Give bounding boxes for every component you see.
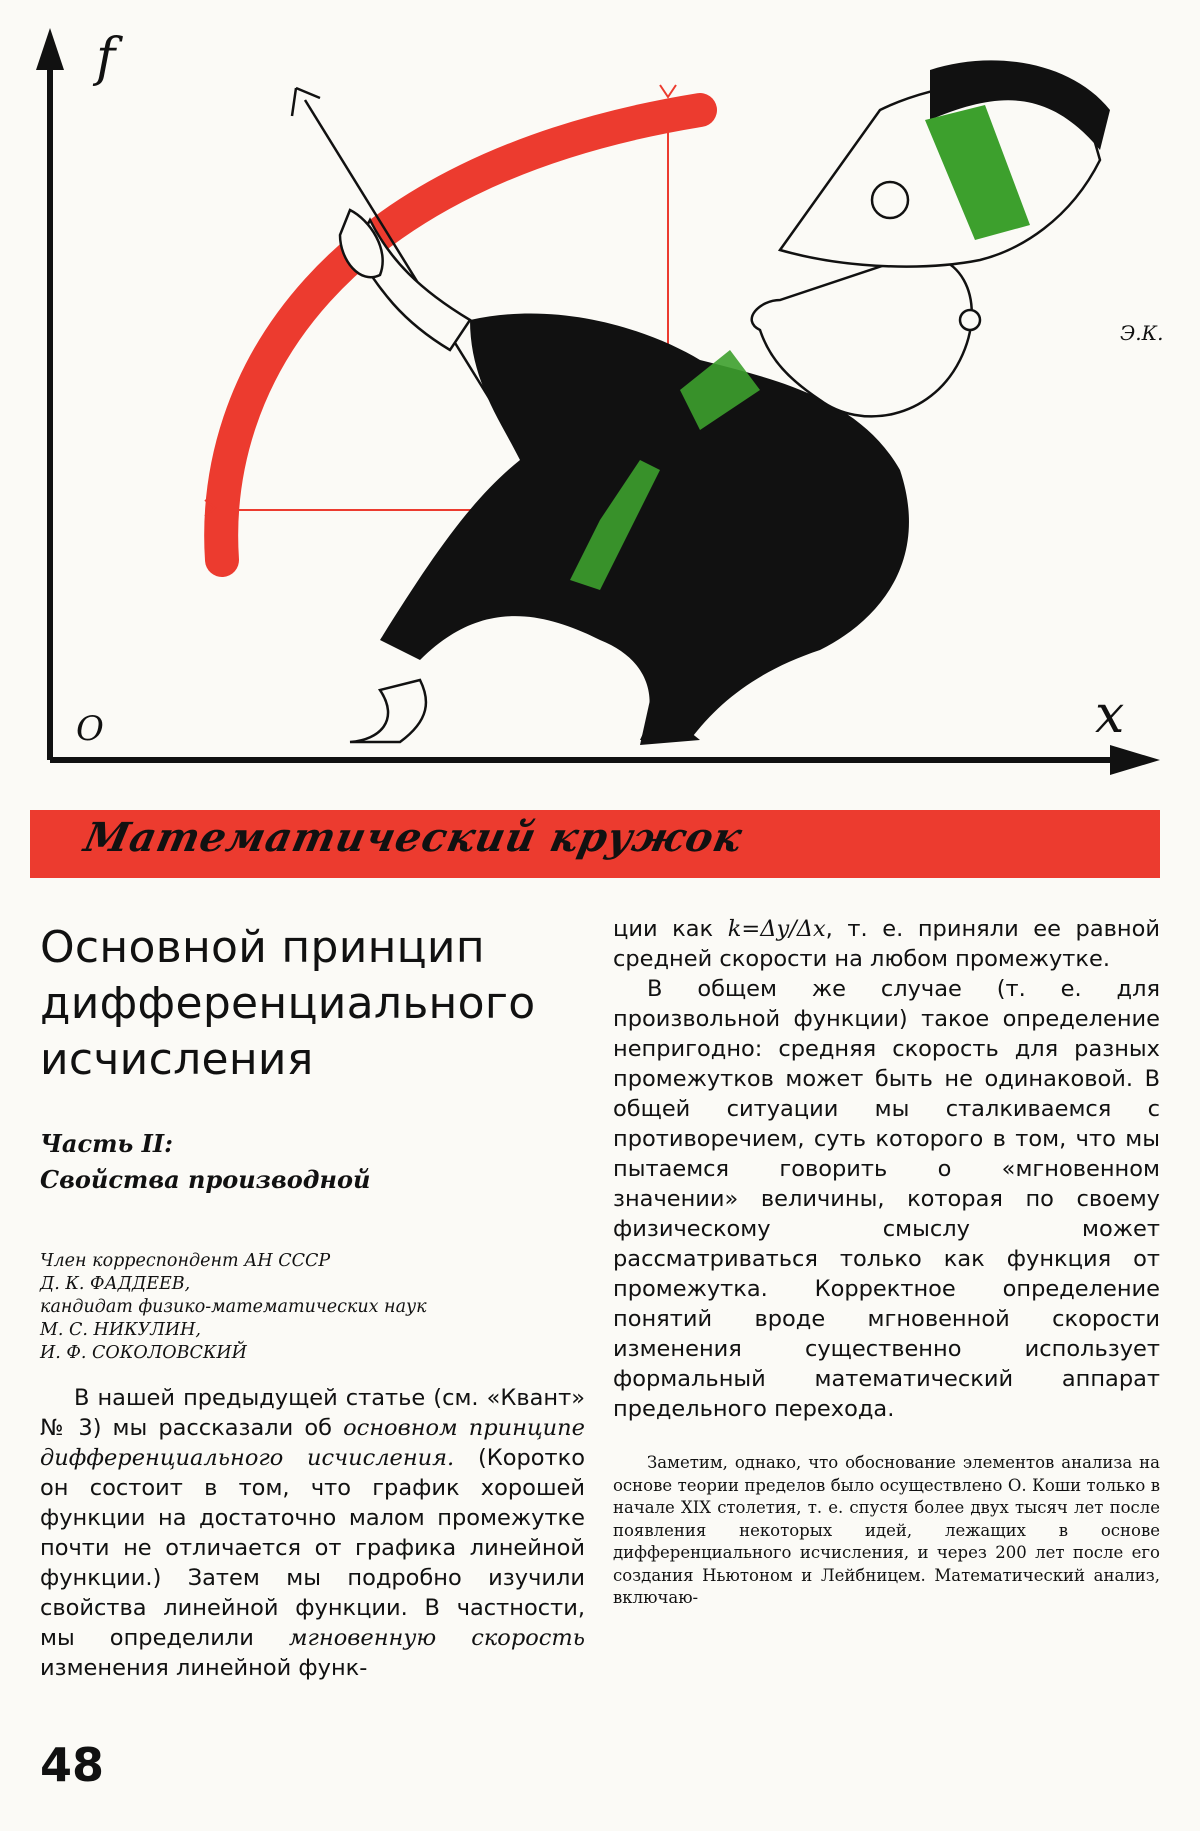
author-credential: кандидат физико-математических наук	[40, 1297, 427, 1317]
archer-illustration	[0, 0, 1200, 800]
paragraph: В общем же случае (т. е. для произвольной функции) такое определение непригодно: средняя скорость для разных промежутков может быть не одинаковой. В общей ситуации мы сталкиваемся с противоречием, суть которого в том, что мы пытаемся говорить о «мгновенном значении» величины, которая по своему физическому смыслу может рассматриваться только как функция от промежутка. Корректное определение понятий вроде мгновенной скорости изменения существенно использует формальный математический аппарат предельного перехода.	[613, 976, 1160, 1422]
author-name: Д. К. ФАДДЕЕВ,	[40, 1274, 191, 1294]
author-credential: Член корреспондент АН СССР	[40, 1251, 331, 1271]
formula: k=Δy/Δx	[727, 916, 826, 942]
subtitle-name: Свойства производной	[40, 1165, 371, 1194]
article-body-right	[613, 914, 1160, 1424]
author-block	[40, 1250, 585, 1365]
article-title-line: исчисления	[40, 1034, 314, 1085]
page-number: 48	[40, 1738, 105, 1792]
archer-figure	[340, 60, 1110, 745]
article-body-left	[40, 1383, 585, 1683]
subtitle-part: Часть II:	[40, 1129, 173, 1158]
axis-y-label: f	[96, 28, 116, 88]
author-name: И. Ф. СОКОЛОВСКИЙ	[40, 1343, 247, 1363]
section-banner	[30, 810, 1160, 878]
article-subtitle	[40, 1126, 585, 1198]
right-column	[613, 900, 1160, 1610]
article-title-line: Основной принцип	[40, 922, 485, 973]
left-column	[40, 900, 585, 1683]
author-name: М. С. НИКУЛИН,	[40, 1320, 201, 1340]
emphasis: мгновенную скорость	[288, 1625, 585, 1651]
emphasis: основном принципе дифференциального исчисления.	[40, 1415, 585, 1471]
paragraph: В нашей предыдущей статье (см. «Квант» № 3) мы рассказали об основном принципе дифференциального исчисления. (Коротко он состоит в том, что график хорошей функции на достаточно малом промежутке почти не отличается от графика линейной функции.) Затем мы подробно изучили свойства линейной функции. В частности, мы определили мгновенную скорость изменения линейной функ-	[40, 1385, 585, 1681]
section-banner-text: Математический кружок	[80, 814, 747, 861]
note-paragraph: Заметим, однако, что обоснование элементов анализа на основе теории пределов было осуществлено О. Коши только в начале XIX столетия, т. е. спустя более двух тысяч лет после появления некоторых идей, лежащих в основе дифференциального исчисления, и через 200 лет после его создания Ньютоном и Лейбницем. Математический анализ, включаю-	[613, 1453, 1160, 1607]
article-title	[40, 920, 585, 1088]
artist-signature: Э.К.	[1120, 321, 1164, 345]
article-title-line: дифференциального	[40, 978, 536, 1029]
origin-label: O	[76, 709, 104, 749]
paragraph: ции как k=Δy/Δx, т. е. приняли ее равной средней скорости на любом промежутке.	[613, 916, 1160, 972]
axis-x-label: x	[1095, 685, 1125, 745]
